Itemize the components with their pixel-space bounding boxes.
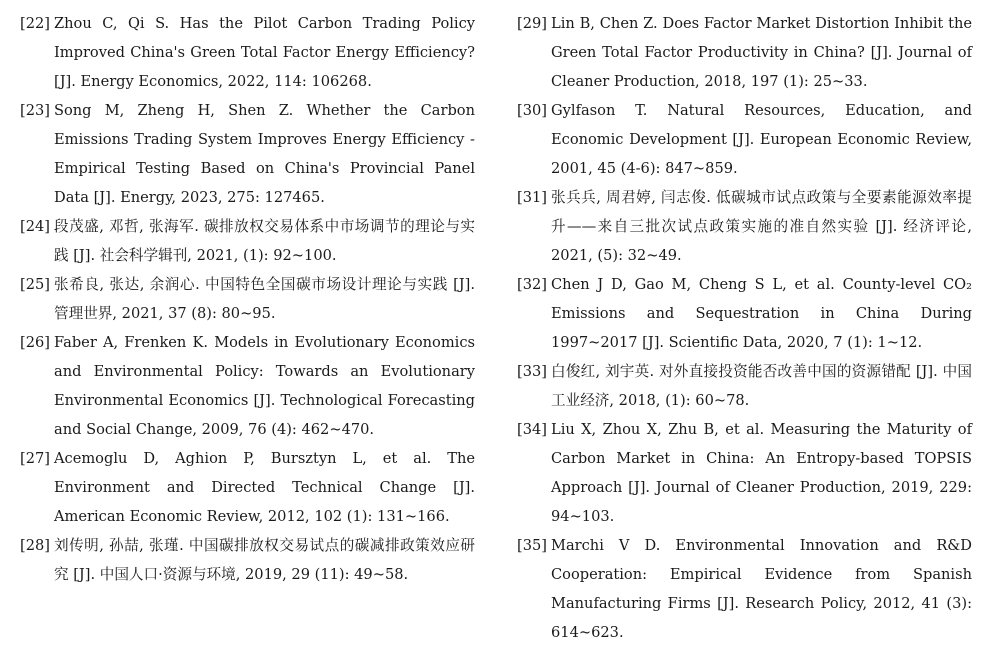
reference-number: [31] <box>517 189 547 206</box>
reference-number: [26] <box>20 334 50 351</box>
reference-number: [27] <box>20 450 50 467</box>
reference-number: [35] <box>517 537 547 554</box>
reference-text: Marchi V D. Environmental Innovation and R&D Cooperation: Empirical Evidence from Spanish Manufacturing Firms [J]. Research Policy, 2012, 41 (3): 614~623. <box>551 537 972 641</box>
reference-entry <box>20 96 475 212</box>
reference-number: [32] <box>517 276 547 293</box>
reference-text: Lin B, Chen Z. Does Factor Market Distortion Inhibit the Green Total Factor Productivity in China? [J]. Journal of Cleaner Production, 2018, 197 (1): 25~33. <box>551 15 972 90</box>
reference-text: Acemoglu D, Aghion P, Bursztyn L, et al. The Environment and Directed Technical Change [J]. American Economic Review, 2012, 102 (1): 131~166. <box>54 450 475 525</box>
reference-entry <box>517 531 972 647</box>
reference-text: Zhou C, Qi S. Has the Pilot Carbon Trading Policy Improved China's Green Total Factor Energy Efficiency? [J]. Energy Economics, 2022, 114: 106268. <box>54 15 475 90</box>
reference-entry <box>517 9 972 96</box>
reference-entry <box>20 9 475 96</box>
reference-number: [23] <box>20 102 50 119</box>
reference-text: 张兵兵, 周君婷, 闫志俊. 低碳城市试点政策与全要素能源效率提升——来自三批次试点政策实施的准自然实验 [J]. 经济评论, 2021, (5): 32~49. <box>551 189 972 264</box>
reference-entry <box>517 270 972 357</box>
reference-entry <box>20 270 475 328</box>
references-right-column <box>517 9 972 647</box>
reference-text: 段茂盛, 邓哲, 张海军. 碳排放权交易体系中市场调节的理论与实践 [J]. 社会科学辑刊, 2021, (1): 92~100. <box>54 218 475 264</box>
reference-entry <box>20 328 475 444</box>
reference-entry <box>20 531 475 589</box>
reference-number: [29] <box>517 15 547 32</box>
reference-entry <box>517 96 972 183</box>
reference-entry <box>20 444 475 531</box>
reference-number: [34] <box>517 421 547 438</box>
references-left-column <box>20 9 475 589</box>
reference-entry <box>517 357 972 415</box>
reference-text: 张希良, 张达, 余润心. 中国特色全国碳市场设计理论与实践 [J]. 管理世界, 2021, 37 (8): 80~95. <box>54 276 475 322</box>
reference-text: Faber A, Frenken K. Models in Evolutionary Economics and Environmental Policy: Towards an Evolutionary Environmental Economics [J]. Technological Forecasting and Social Change, 2009, 76 (4): 462~470. <box>54 334 475 438</box>
reference-number: [25] <box>20 276 50 293</box>
reference-text: 白俊红, 刘宇英. 对外直接投资能否改善中国的资源错配 [J]. 中国工业经济, 2018, (1): 60~78. <box>551 363 972 409</box>
reference-text: Liu X, Zhou X, Zhu B, et al. Measuring the Maturity of Carbon Market in China: An Entropy-based TOPSIS Approach [J]. Journal of Cleaner Production, 2019, 229: 94~103. <box>551 421 972 525</box>
reference-entry <box>20 212 475 270</box>
reference-text: Gylfason T. Natural Resources, Education, and Economic Development [J]. European Economic Review, 2001, 45 (4-6): 847~859. <box>551 102 972 177</box>
reference-text: Song M, Zheng H, Shen Z. Whether the Carbon Emissions Trading System Improves Energy Efficiency - Empirical Testing Based on China's Provincial Panel Data [J]. Energy, 2023, 275: 127465. <box>54 102 475 206</box>
reference-number: [30] <box>517 102 547 119</box>
reference-text: 刘传明, 孙喆, 张瑾. 中国碳排放权交易试点的碳减排政策效应研究 [J]. 中国人口·资源与环境, 2019, 29 (11): 49~58. <box>54 537 475 583</box>
reference-number: [33] <box>517 363 547 380</box>
reference-text: Chen J D, Gao M, Cheng S L, et al. County-level CO₂ Emissions and Sequestration in China During 1997~2017 [J]. Scientific Data, 2020, 7 (1): 1~12. <box>551 276 972 351</box>
reference-number: [22] <box>20 15 50 32</box>
reference-entry <box>517 415 972 531</box>
reference-entry <box>517 183 972 270</box>
reference-number: [28] <box>20 537 50 554</box>
reference-number: [24] <box>20 218 50 235</box>
